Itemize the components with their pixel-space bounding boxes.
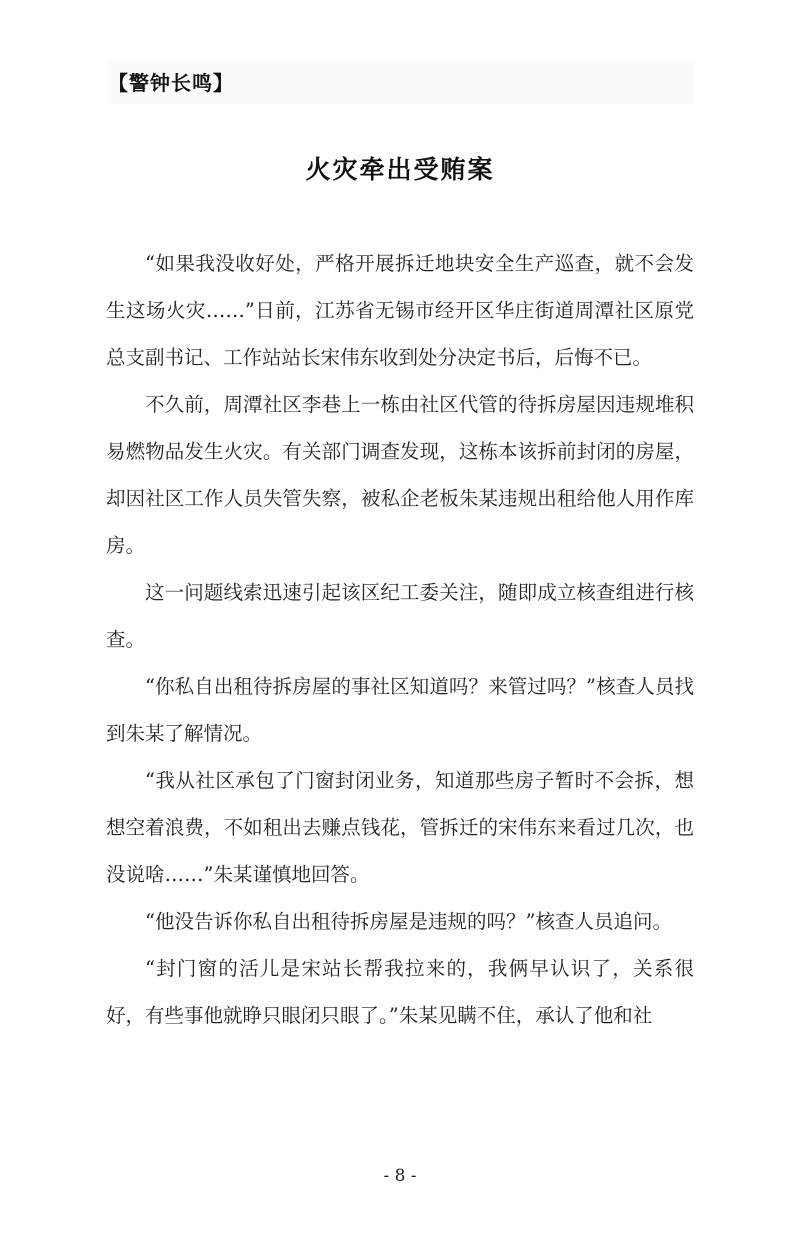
paragraph: 这一问题线索迅速引起该区纪工委关注，随即成立核查组进行核查。: [106, 581, 694, 651]
paragraph: “封门窗的活儿是宋站长帮我拉来的，我俩早认识了，关系很好，有些事他就睁只眼闭只眼了。”朱某见瞒不住，承认了他和社: [106, 957, 694, 1027]
paragraph: 不久前，周潭社区李巷上一栋由社区代管的待拆房屋因违规堆积易燃物品发生火灾。有关部门调查发现，这栋本该拆前封闭的房屋，却因社区工作人员失管失察，被私企老板朱某违规出租给他人用作库房。: [106, 393, 694, 557]
article-title: 火灾牵出受贿案: [305, 155, 495, 184]
paragraph: “如果我没收好处，严格开展拆迁地块安全生产巡查，就不会发生这场火灾……”日前，江苏省无锡市经开区华庄街道周潭社区原党总支副书记、工作站站长宋伟东收到处分决定书后，后悔不已。: [106, 252, 694, 369]
paragraph: “我从社区承包了门窗封闭业务，知道那些房子暂时不会拆，想想空着浪费，不如租出去赚点钱花，管拆迁的宋伟东来看过几次，也没说啥……”朱某谨慎地回答。: [106, 769, 694, 886]
article-body: [106, 240, 694, 1039]
paragraph: “你私自出租待拆房屋的事社区知道吗？来管过吗？”核查人员找到朱某了解情况。: [106, 675, 694, 745]
page-number: - 8 -: [383, 1166, 417, 1186]
column-tag: 【警钟长鸣】: [108, 62, 694, 104]
paragraph: “他没告诉你私自出租待拆房屋是违规的吗？”核查人员追问。: [145, 910, 672, 933]
